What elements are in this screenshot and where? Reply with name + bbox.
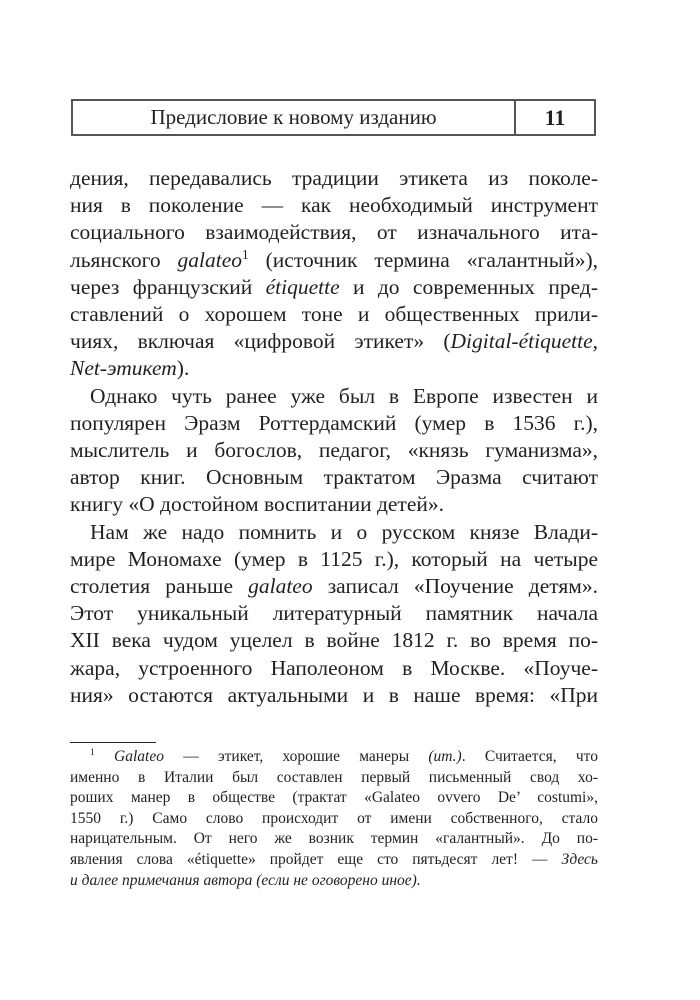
footnote-ref: 1 xyxy=(242,246,249,262)
footnote xyxy=(70,747,598,891)
italic-term: Net-этикет xyxy=(70,356,177,381)
text-line: ния в поколение — как необходимый инструмент xyxy=(70,193,598,218)
text-line: XII века чудом уцелел в войне 1812 г. во время по- xyxy=(70,628,598,653)
text-line: популярен Эразм Роттердамский (умер в 1536 г.), xyxy=(70,410,598,435)
footnote-line: и далее примечания автора (если не оговорено иное). xyxy=(70,871,421,889)
text-line: ния» остаются актуальными и в наше время: «При xyxy=(70,682,598,707)
running-header xyxy=(71,99,596,136)
text-line: книгу «О достойном воспитании детей». xyxy=(70,492,445,517)
text-line: автор книг. Основным трактатом Эразма считают xyxy=(70,465,598,490)
text-line: ставлений о хорошем тоне и общественных прили- xyxy=(70,302,598,327)
text-line: мире Мономахе (умер в 1125 г.), который на четыре xyxy=(70,546,598,571)
text-line: через французский étiquette и до современных пред- xyxy=(70,274,598,299)
text-line: столетия раньше galateo записал «Поучение детям». xyxy=(70,574,598,599)
italic-term: étiquette xyxy=(265,274,340,299)
text-line: Этот уникальный литературный памятник начала xyxy=(70,601,598,626)
footnote-rule xyxy=(70,742,156,743)
text-line: Net-этикет). xyxy=(70,356,190,381)
main-text xyxy=(70,165,598,709)
text-line: льянского galateo$^1$ (источник термина «галантный»), xyxy=(70,246,598,272)
footnote-line: $^1$ Galateo — этикет, хорошие манеры (ит.). Считается, что xyxy=(90,746,598,765)
footnote-line: роших манер в обществе (трактат «Galateo ovvero De’ costumi», xyxy=(70,789,598,807)
italic-term: Digital-étiquette, xyxy=(450,329,598,354)
footnote-line: явления слова «étiquette» пройдет еще сто пятьдесят лет! — Здесь xyxy=(70,850,598,868)
text-line: Однако чуть ранее уже был в Европе известен и xyxy=(90,383,598,408)
text-line: жара, устроенного Наполеоном в Москве. «Поуче- xyxy=(70,655,598,680)
text-line: мыслитель и богослов, педагог, «князь гуманизма», xyxy=(70,438,598,463)
page-number: 11 xyxy=(544,104,566,130)
footnote-line: именно в Италии был составлен первый письменный свод хо- xyxy=(70,768,598,786)
footnote-line: нарицательным. От него же возник термин «галантный». До по- xyxy=(70,830,598,848)
text-line: социального взаимодействия, от изначального ита- xyxy=(70,220,598,245)
footnote-marker: 1 xyxy=(90,746,95,758)
text-line: Нам же надо помнить и о русском князе Влади- xyxy=(90,519,598,544)
italic-term: galateo xyxy=(177,247,243,272)
italic-term: galateo xyxy=(248,574,313,599)
text-line: чиях, включая «цифровой этикет» (Digital-étiquette, xyxy=(70,329,598,354)
footnote-line: 1550 г.) Само слово происходит от имени собственного, стало xyxy=(70,809,598,827)
running-header-title: Предисловие к новому изданию xyxy=(73,101,516,134)
text-line: дения, передавались традиции этикета из поколе- xyxy=(70,166,598,190)
